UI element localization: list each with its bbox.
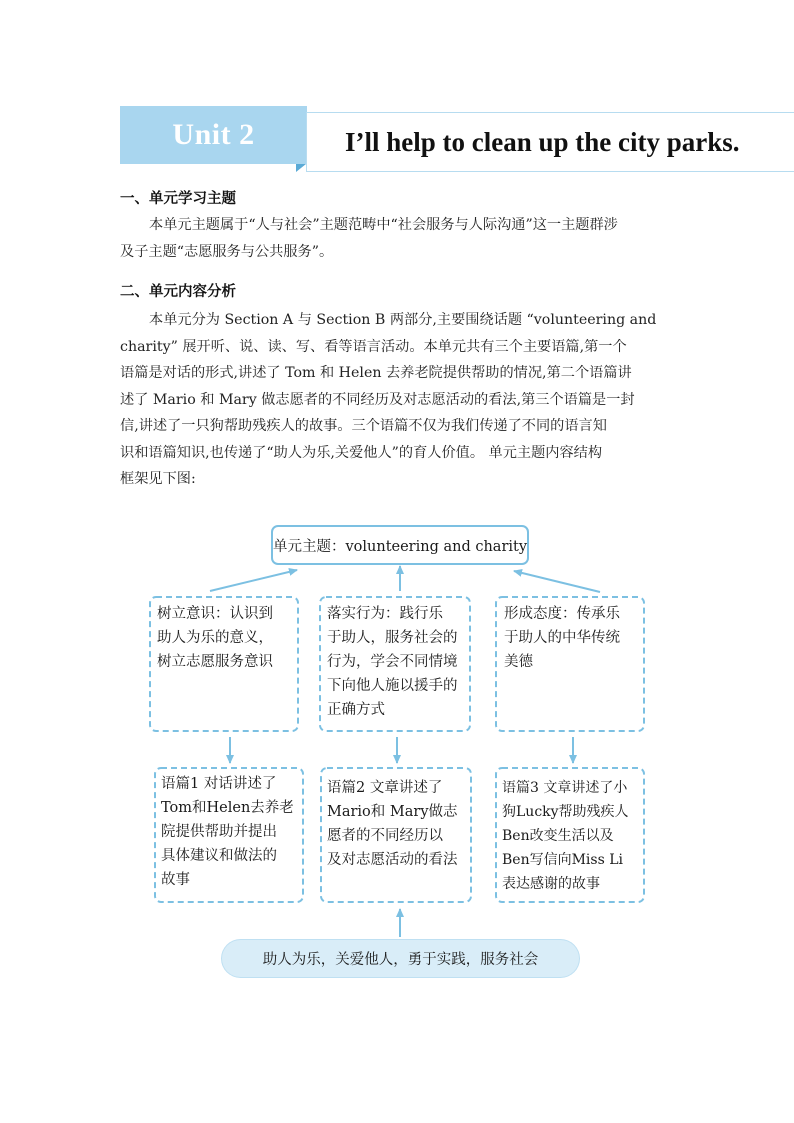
section2-line: 本单元分为 Section A 与 Section B 两部分,主要围绕话题 “volunteering and xyxy=(149,312,657,328)
section2-line: 识和语篇知识,也传递了“助人为乐,关爱他人”的育人价值。 单元主题内容结构 xyxy=(120,444,603,461)
goal-box-attitude: 形成态度：传承乐 于助人的中华传统 美德 xyxy=(504,606,620,670)
section1-paragraph xyxy=(120,212,674,265)
section1-line: 本单元主题属于“人与社会”主题范畴中“社会服务与人际沟通”这一主题群涉 xyxy=(149,217,618,233)
unit-label: Unit 2 xyxy=(172,118,255,151)
arrow-goal3-root xyxy=(514,571,600,592)
section1-heading: 一、单元学习主题 xyxy=(120,191,236,207)
goal-box-awareness: 树立意识：认识到 助人为乐的意义， 树立志愿服务意识 xyxy=(157,606,273,670)
section2-heading: 二、单元内容分析 xyxy=(120,284,236,300)
section2-line: 框架见下图: xyxy=(120,471,196,487)
section2-paragraph xyxy=(120,307,674,493)
unit-title: I’ll help to clean up the city parks. xyxy=(345,126,740,157)
section2-line: charity” 展开听、说、读、写、看等语言活动。本单元共有三个主要语篇,第一个 xyxy=(120,338,627,355)
title-banner xyxy=(307,113,794,171)
unit-banner xyxy=(120,106,307,164)
diagram-root-node: 单元主题：volunteering and charity xyxy=(271,525,529,565)
goal-box-action: 落实行为：践行乐 于助人，服务社会的 行为，学会不同情境 下向他人施以援手的 正确方式 xyxy=(327,606,458,718)
section2-line: 信,讲述了一只狗帮助残疾人的故事。三个语篇不仅为我们传递了不同的语言知 xyxy=(120,418,607,434)
text-box-1: 语篇1 对话讲述了 Tom和Helen去养老 院提供帮助并提出 具体建议和做法的 故事 xyxy=(161,776,294,888)
text-box-3: 语篇3 文章讲述了小 狗Lucky帮助残疾人 Ben改变生活以及 Ben写信向Miss Li 表达感谢的故事 xyxy=(502,780,629,892)
section2-line: 语篇是对话的形式,讲述了 Tom 和 Helen 去养老院提供帮助的情况,第二个语篇讲 xyxy=(120,365,632,381)
section2-line: 述了 Mario 和 Mary 做志愿者的不同经历及对志愿活动的看法,第三个语篇是一封 xyxy=(120,391,635,408)
values-pill: 助人为乐，关爱他人，勇于实践，服务社会 xyxy=(222,940,579,977)
arrow-goal1-root xyxy=(210,570,297,591)
banner-tab-decoration xyxy=(296,164,306,172)
section1-line: 及子主题“志愿服务与公共服务”。 xyxy=(120,243,334,260)
text-box-2: 语篇2 文章讲述了 Mario和 Mary做志 愿者的不同经历以 及对志愿活动的看法 xyxy=(327,780,458,868)
